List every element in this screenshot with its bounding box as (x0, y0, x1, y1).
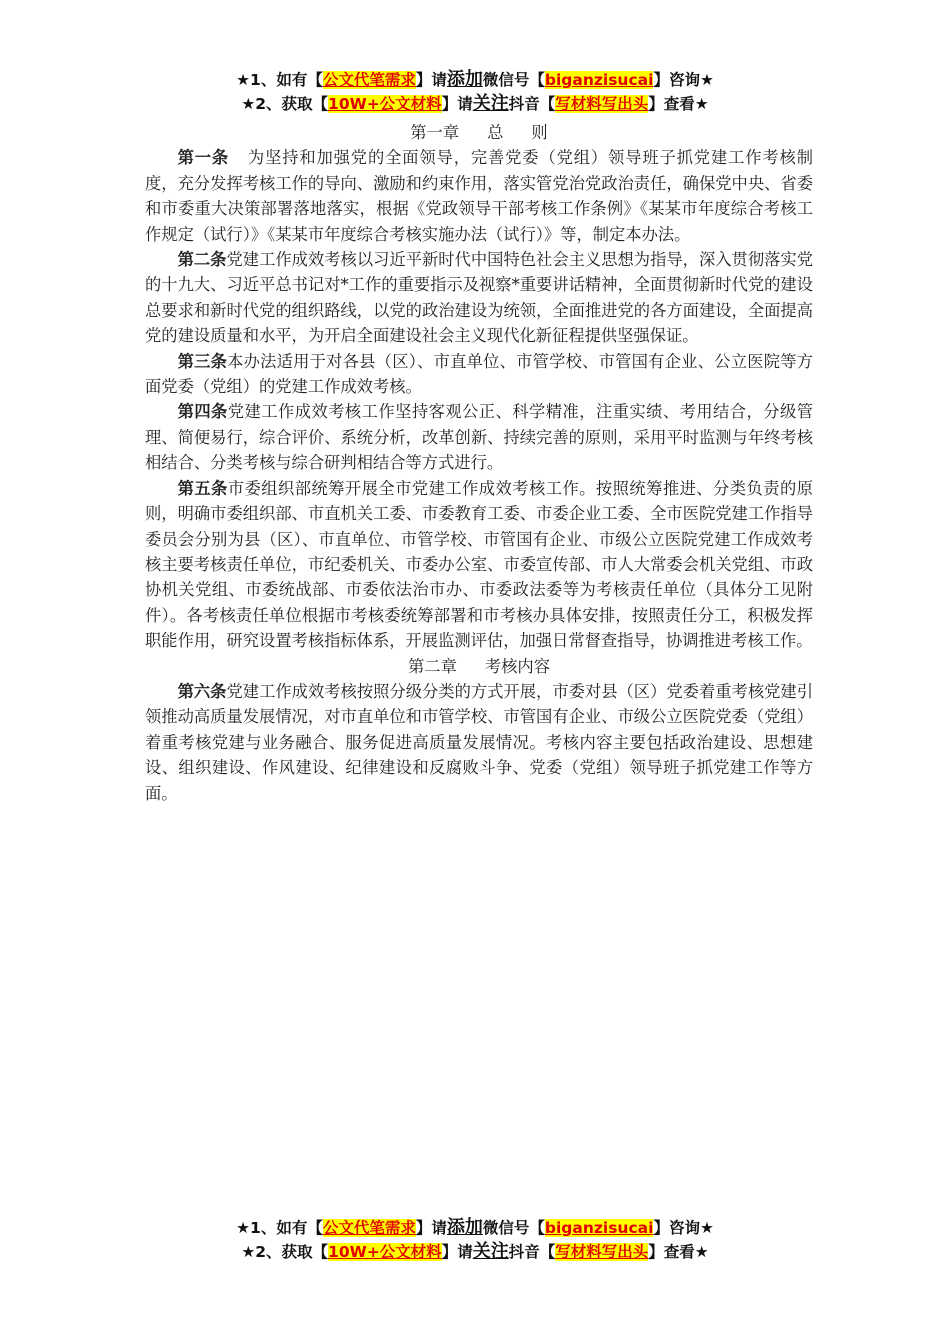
article-text: 党建工作成效考核以习近平新时代中国特色社会主义思想为指导，深入贯彻落实党的十九大、习近平总书记对*工作的重要指示及视察*重要讲话精神，全面贯彻新时代党的建设总要求和新时代党的组织路线，以党的政治建设为统领，全面推进党的各方面建设，全面提高党的建设质量和水平，为开启全面建设社会主义现代化新征程提供坚强保证。 (145, 250, 813, 346)
article-number: 第四条 (177, 402, 228, 422)
article (145, 145, 813, 247)
banner-text: 】查看★ (648, 95, 709, 113)
banner-highlight: 公文代笔需求 (322, 71, 416, 89)
banner-highlight: biganzisucai (544, 71, 654, 89)
chapter-title-part: 则 (531, 123, 548, 142)
banner-emphasis: 添加 (446, 1217, 483, 1238)
banner-text: 】请 (415, 1219, 447, 1237)
article-text: 市委组织部统筹开展全市党建工作成效考核工作。按照统筹推进、分类负责的原则，明确市委组织部、市直机关工委、市委教育工委、市委企业工委、全市医院党建工作指导委员会分别为县（区）、市直单位、市管学校、市管国有企业、市级公立医院党建工作成效考核主要考核责任单位，市纪委机关、市委办公室、市委宣传部、市人大常委会机关党组、市政协机关党组、市委统战部、市委依法治市办、市委政法委等为考核责任单位（具体分工见附件）。各考核责任单位根据市考核委统筹部署和市考核办具体安排，按照责任分工，积极发挥职能作用，研究设置考核指标体系，开展监测评估，加强日常督查指导，协调推进考核工作。 (145, 478, 813, 651)
banner-text: 】咨询★ (653, 1219, 714, 1237)
banner-line-2 (0, 1240, 950, 1264)
banner-text: 】查看★ (648, 1243, 709, 1261)
banner-text: ★1、如有【 (236, 71, 323, 89)
article (145, 247, 813, 349)
article-text: 党建工作成效考核工作坚持客观公正、科学精准，注重实绩、考用结合，分级管理、简便易行，综合评价、系统分析，改革创新、持续完善的原则，采用平时监测与年终考核相结合、分类考核与综合研判相结合等方式进行。 (145, 402, 813, 473)
article (145, 349, 813, 400)
chapter-number: 第一章 (410, 123, 460, 142)
banner-highlight: 10W+公文材料 (328, 1243, 442, 1261)
banner-highlight: 公文代笔需求 (322, 1219, 416, 1237)
banner-text: 微信号【 (482, 1219, 545, 1237)
chapter-heading (145, 120, 813, 145)
banner-highlight: biganzisucai (544, 1219, 654, 1237)
article (145, 679, 813, 806)
banner-emphasis: 关注 (472, 1241, 509, 1262)
article-text: 党建工作成效考核按照分级分类的方式开展，市委对县（区）党委着重考核党建引领推动高质量发展情况，对市直单位和市管学校、市管国有企业、市级公立医院党委（党组）着重考核党建与业务融合、服务促进高质量发展情况。考核内容主要包括政治建设、思想建设、组织建设、作风建设、纪律建设和反腐败斗争、党委（党组）领导班子抓党建工作等方面。 (145, 681, 813, 803)
document-body (145, 120, 813, 806)
article-number: 第二条 (177, 250, 227, 270)
banner-text: 抖音【 (508, 95, 556, 113)
article-number: 第三条 (177, 351, 228, 371)
article-number: 第六条 (177, 681, 227, 701)
banner-text: 】请 (441, 1243, 473, 1261)
article-number: 第一条 (177, 148, 230, 168)
chapter-heading (145, 654, 813, 679)
article-number: 第五条 (177, 478, 228, 498)
banner-line-1 (0, 68, 950, 92)
banner-text: 】请 (441, 95, 473, 113)
banner-text: 抖音【 (508, 1243, 556, 1261)
banner-text: ★2、获取【 (241, 1243, 329, 1261)
top-banner (0, 68, 950, 116)
banner-text: ★2、获取【 (241, 95, 329, 113)
article (145, 476, 813, 654)
banner-emphasis: 添加 (446, 69, 483, 90)
banner-highlight: 写材料写出头 (555, 95, 649, 113)
banner-text: 微信号【 (482, 71, 545, 89)
bottom-banner (0, 1216, 950, 1264)
article (145, 399, 813, 475)
chapter-title-part: 考核内容 (484, 656, 550, 676)
banner-highlight: 10W+公文材料 (328, 95, 442, 113)
banner-line-1 (0, 1216, 950, 1240)
chapter-title-part: 总 (487, 123, 504, 142)
article-text: 为坚持和加强党的全面领导，完善党委（党组）领导班子抓党建工作考核制度，充分发挥考核工作的导向、激励和约束作用，落实管党治党政治责任，确保党中央、省委和市委重大决策部署落地落实，根据《党政领导干部考核工作条例》《某某市年度综合考核工作规定（试行）》《某某市年度综合考核实施办法（试行）》等，制定本办法。 (145, 148, 813, 244)
banner-line-2 (0, 92, 950, 116)
banner-text: ★1、如有【 (236, 1219, 323, 1237)
banner-text: 】咨询★ (653, 71, 714, 89)
article-text: 本办法适用于对各县（区）、市直单位、市管学校、市管国有企业、公立医院等方面党委（党组）的党建工作成效考核。 (145, 351, 813, 397)
banner-text: 】请 (415, 71, 447, 89)
chapter-number: 第二章 (408, 656, 457, 676)
banner-highlight: 写材料写出头 (555, 1243, 649, 1261)
banner-emphasis: 关注 (472, 93, 509, 114)
